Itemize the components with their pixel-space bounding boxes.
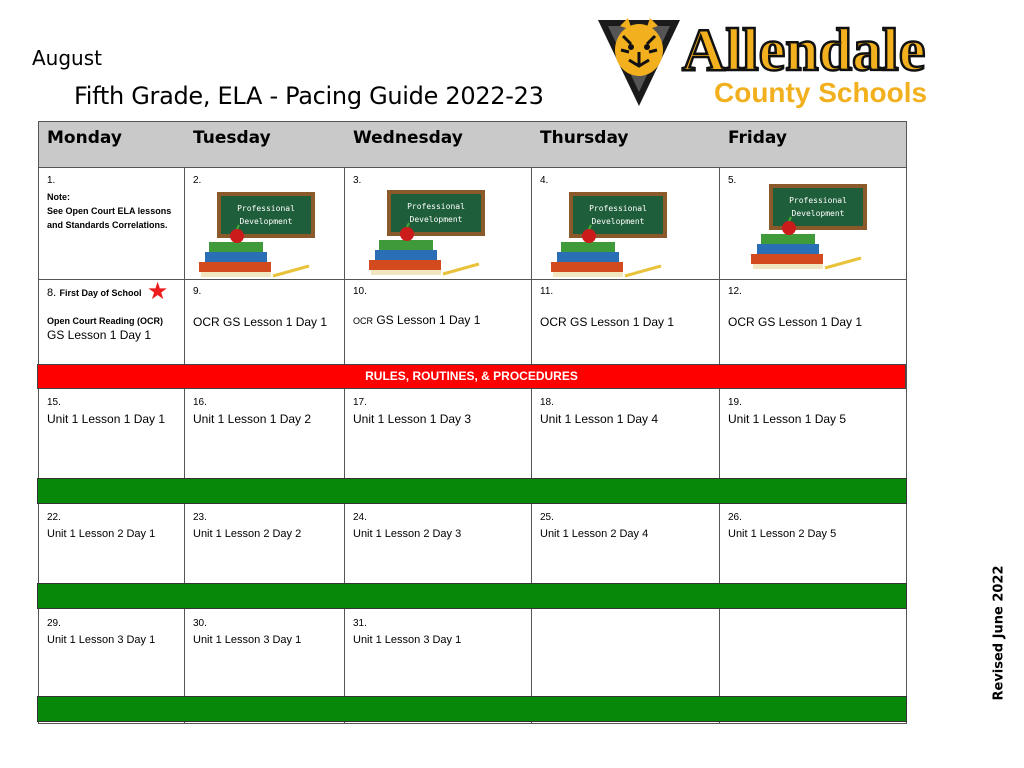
date-label: 11. bbox=[540, 286, 554, 297]
lesson-text: OCR GS Lesson 1 Day 1 bbox=[728, 315, 863, 329]
svg-text:Professional: Professional bbox=[407, 202, 465, 211]
day-cell-18 bbox=[532, 391, 719, 479]
lesson-text: GS Lesson 1 Day 1 bbox=[47, 328, 152, 342]
professional-development-icon bbox=[367, 188, 487, 276]
svg-text:Professional: Professional bbox=[589, 204, 647, 213]
month-label: August bbox=[32, 46, 102, 70]
day-cell-25 bbox=[532, 506, 719, 582]
lesson-text: OCR GS Lesson 1 Day 1 bbox=[193, 315, 328, 329]
pacing-calendar bbox=[38, 121, 907, 724]
day-cell-29 bbox=[39, 612, 184, 696]
day-cell-24 bbox=[345, 506, 531, 582]
day-cell-9 bbox=[185, 280, 344, 365]
date-label: 29. bbox=[47, 618, 61, 629]
ocr-label: Open Court Reading (OCR) bbox=[47, 316, 163, 326]
date-label: 31. bbox=[353, 618, 367, 629]
lesson-text: OCR GS Lesson 1 Day 1 bbox=[540, 315, 675, 329]
lesson-text: Unit 1 Lesson 3 Day 1 bbox=[47, 634, 156, 646]
date-label: 3. bbox=[353, 175, 362, 186]
lesson-text: Unit 1 Lesson 1 Day 3 bbox=[353, 412, 472, 426]
date-label: 26. bbox=[728, 512, 742, 523]
date-label: 16. bbox=[193, 397, 207, 408]
professional-development-icon bbox=[549, 190, 669, 278]
lesson-text: Unit 1 Lesson 1 Day 1 bbox=[47, 412, 166, 426]
date-label: 15. bbox=[47, 397, 61, 408]
lesson-text: Unit 1 Lesson 1 Day 2 bbox=[193, 412, 312, 426]
date-label: 18. bbox=[540, 397, 554, 408]
lesson-text: Unit 1 Lesson 1 Day 5 bbox=[728, 412, 847, 426]
day-cell-8 bbox=[39, 280, 184, 365]
header-monday: Monday bbox=[39, 122, 185, 168]
page-title: Fifth Grade, ELA - Pacing Guide 2022-23 bbox=[74, 82, 544, 110]
day-cell-15 bbox=[39, 391, 184, 479]
day-cell-1 bbox=[39, 169, 184, 279]
date-label: 24. bbox=[353, 512, 367, 523]
date-label: 5. bbox=[728, 175, 737, 186]
day-cell-11 bbox=[532, 280, 719, 365]
lesson-text: Unit 1 Lesson 2 Day 3 bbox=[353, 528, 462, 540]
day-cell-31 bbox=[345, 612, 531, 696]
week-separator-bar bbox=[37, 696, 907, 722]
revised-date: Revised June 2022 bbox=[991, 564, 1007, 701]
date-label: 30. bbox=[193, 618, 207, 629]
header-thursday: Thursday bbox=[532, 122, 720, 168]
allendale-logo bbox=[596, 14, 956, 110]
day-cell-26 bbox=[720, 506, 906, 582]
svg-text:Professional: Professional bbox=[789, 196, 847, 205]
tiger-mascot-icon bbox=[598, 18, 680, 106]
lesson-text: Unit 1 Lesson 2 Day 5 bbox=[728, 528, 837, 540]
date-label: 1. bbox=[47, 175, 56, 186]
day-cell-10 bbox=[345, 280, 531, 365]
svg-text:Development: Development bbox=[591, 217, 645, 226]
date-label: 8. bbox=[47, 287, 57, 299]
svg-text:Professional: Professional bbox=[237, 204, 295, 213]
date-label: 22. bbox=[47, 512, 61, 523]
note-heading: Note: bbox=[47, 192, 70, 202]
date-label: 19. bbox=[728, 397, 742, 408]
date-label: 25. bbox=[540, 512, 554, 523]
lesson-text: Unit 1 Lesson 2 Day 4 bbox=[540, 528, 649, 540]
week-separator-bar bbox=[37, 478, 907, 504]
header-wednesday: Wednesday bbox=[345, 122, 532, 168]
date-label: 4. bbox=[540, 175, 549, 186]
day-cell-23 bbox=[185, 506, 344, 582]
day-cell-16 bbox=[185, 391, 344, 479]
professional-development-icon bbox=[749, 182, 869, 270]
note-text: See Open Court ELA lessons and Standards Correlations. bbox=[47, 206, 172, 230]
week-separator-bar bbox=[37, 583, 907, 609]
professional-development-icon bbox=[197, 190, 317, 278]
day-cell-12 bbox=[720, 280, 906, 365]
lesson-text: Unit 1 Lesson 3 Day 1 bbox=[353, 634, 462, 646]
day-cell-30 bbox=[185, 612, 344, 696]
date-label: 17. bbox=[353, 397, 367, 408]
date-label: 23. bbox=[193, 512, 207, 523]
svg-text:Development: Development bbox=[239, 217, 293, 226]
svg-text:Development: Development bbox=[409, 215, 463, 224]
lesson-text: GS Lesson 1 Day 1 bbox=[376, 313, 481, 327]
date-label: 12. bbox=[728, 286, 742, 297]
day-cell-19 bbox=[720, 391, 906, 479]
lesson-text: Unit 1 Lesson 1 Day 4 bbox=[540, 412, 659, 426]
first-day-label: First Day of School bbox=[59, 288, 142, 298]
day-cell-empty bbox=[532, 612, 719, 696]
lesson-text: Unit 1 Lesson 3 Day 1 bbox=[193, 634, 302, 646]
svg-text:County Schools: County Schools bbox=[714, 77, 928, 108]
svg-text:Allendale: Allendale bbox=[682, 17, 926, 83]
day-cell-22 bbox=[39, 506, 184, 582]
star-icon: ★ bbox=[146, 278, 169, 305]
day-cell-empty bbox=[720, 612, 906, 696]
rules-routines-banner: RULES, ROUTINES, & PROCEDURES bbox=[37, 364, 906, 389]
date-label: 9. bbox=[193, 286, 202, 297]
svg-text:Development: Development bbox=[791, 209, 845, 218]
header-friday: Friday bbox=[720, 122, 906, 168]
lesson-text: Unit 1 Lesson 2 Day 1 bbox=[47, 528, 156, 540]
ocr-abbrev: OCR bbox=[353, 316, 373, 326]
date-label: 2. bbox=[193, 175, 202, 186]
header-tuesday: Tuesday bbox=[185, 122, 345, 168]
lesson-text: Unit 1 Lesson 2 Day 2 bbox=[193, 528, 302, 540]
day-cell-17 bbox=[345, 391, 531, 479]
date-label: 10. bbox=[353, 286, 367, 297]
